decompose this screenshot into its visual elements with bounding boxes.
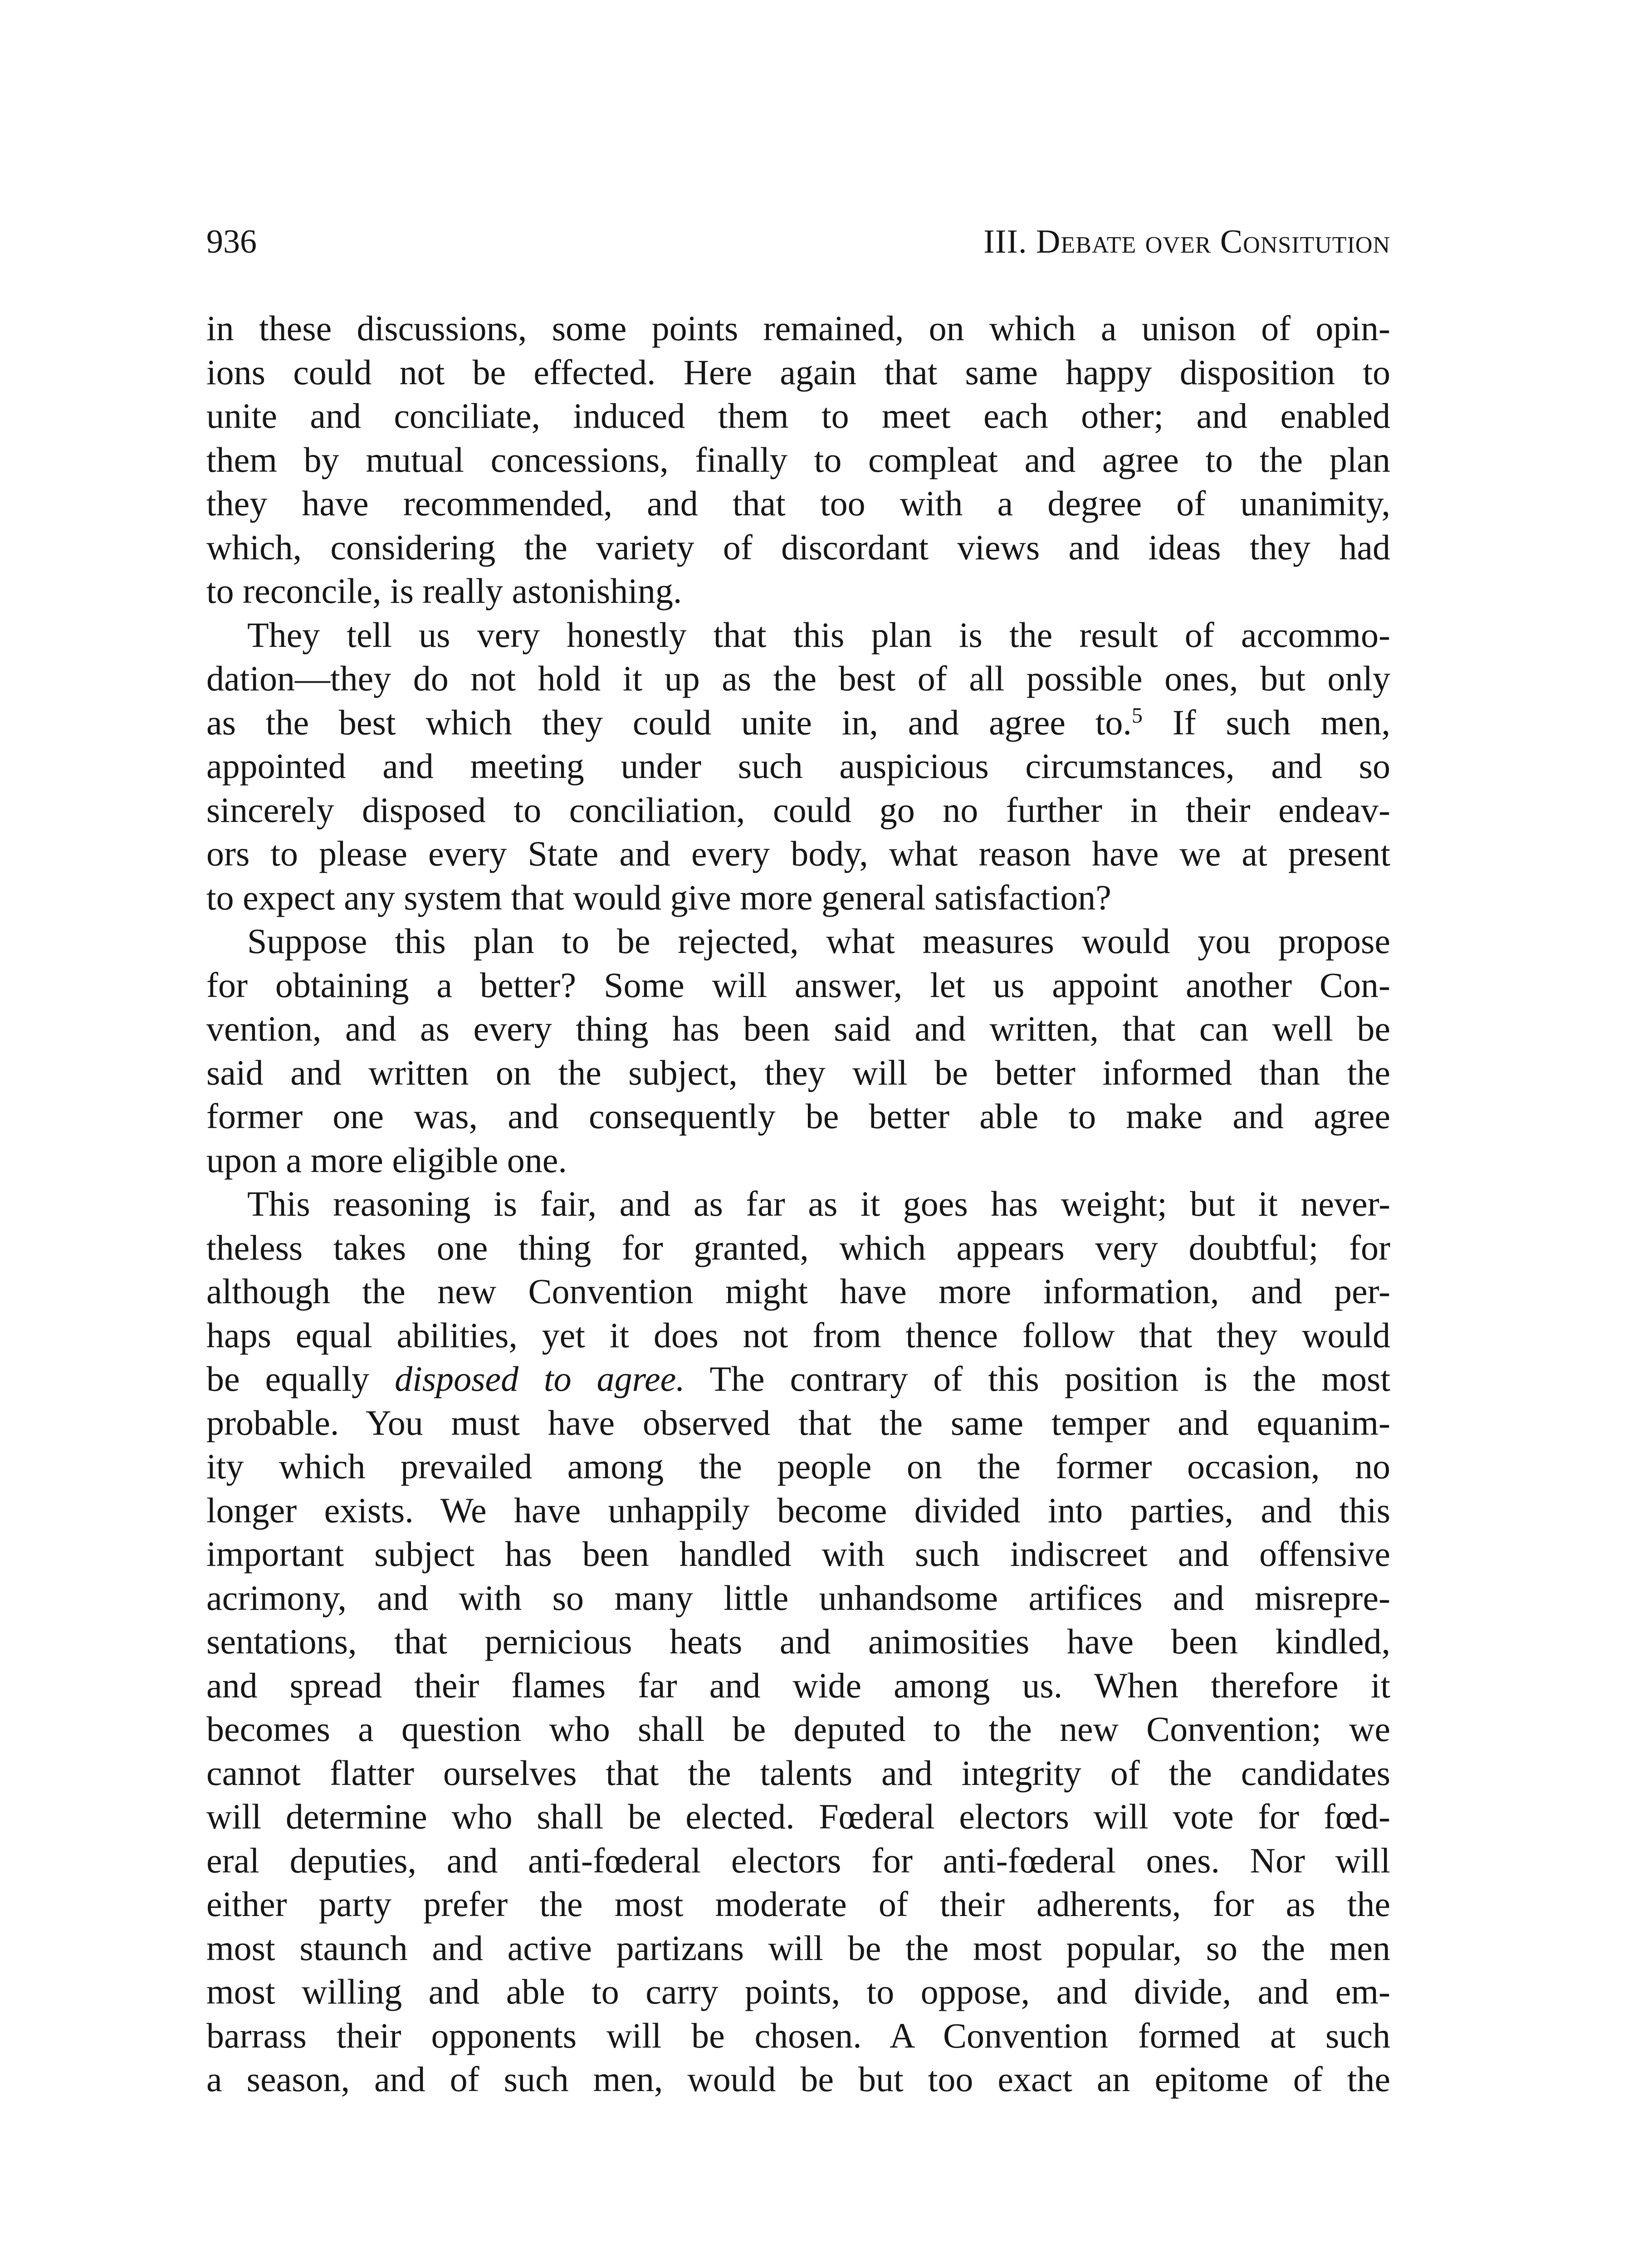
text-line: barrass their opponents will be chosen. A Convention formed at such	[206, 2015, 1390, 2055]
text-line: unite and conciliate, induced them to meet each other; and enabled	[206, 396, 1390, 435]
text-line: acrimony, and with so many little unhandsome artifices and misrepre-	[206, 1578, 1390, 1618]
text-line: appointed and meeting under such auspicious circumstances, and so	[206, 746, 1390, 786]
text-line: dation—they do not hold it up as the best of all possible ones, but only	[206, 659, 1390, 698]
text-line: most willing and able to carry points, to oppose, and divide, and em-	[206, 1972, 1390, 2011]
text-segment: be equally	[206, 1359, 395, 1398]
text-line: a season, and of such men, would be but too exact an epitome of the	[206, 2059, 1390, 2099]
text-line: and spread their flames far and wide among us. When therefore it	[206, 1665, 1390, 1705]
text-line: cannot flatter ourselves that the talents and integrity of the candidates	[206, 1753, 1390, 1793]
text-line: for obtaining a better? Some will answer, let us appoint another Con-	[206, 965, 1390, 1005]
body-text	[206, 307, 1390, 2102]
text-line: probable. You must have observed that the same temper and equanim-	[206, 1403, 1390, 1442]
text-line: former one was, and consequently be better able to make and agree	[206, 1096, 1390, 1136]
text-line: vention, and as every thing has been said and written, that can well be	[206, 1009, 1390, 1048]
text-line: haps equal abilities, yet it does not from thence follow that they would	[206, 1315, 1390, 1355]
text-line: in these discussions, some points remained, on which a unison of opin-	[206, 308, 1390, 348]
text-line: Suppose this plan to be rejected, what measures would you propose	[247, 921, 1390, 961]
text-line: them by mutual concessions, finally to compleat and agree to the plan	[206, 440, 1390, 479]
text-line: longer exists. We have unhappily become divided into parties, and this	[206, 1490, 1390, 1530]
text-line: sincerely disposed to conciliation, could go no further in their endeav-	[206, 790, 1390, 830]
text-line: said and written on the subject, they will be better informed than the	[206, 1052, 1390, 1092]
text-line	[206, 1357, 1390, 1401]
text-line: either party prefer the most moderate of their adherents, for as the	[206, 1884, 1390, 1924]
text-line: will determine who shall be elected. Fœderal electors will vote for fœd-	[206, 1797, 1390, 1836]
running-head-title: III. Debate over Consitution	[983, 223, 1390, 260]
text-line: they have recommended, and that too with a degree of unanimity,	[206, 484, 1390, 523]
text-line: which, considering the variety of discordant views and ideas they had	[206, 527, 1390, 567]
text-line: ions could not be effected. Here again that same happy disposition to	[206, 352, 1390, 392]
text-line: although the new Convention might have more information, and per-	[206, 1271, 1390, 1311]
text-segment: The contrary of this position is the most	[684, 1359, 1390, 1398]
text-line: upon a more eligible one.	[206, 1140, 567, 1180]
text-line: theless takes one thing for granted, which appears very doubtful; for	[206, 1227, 1390, 1267]
footnote-reference: 5	[1131, 703, 1143, 728]
text-line: ors to please every State and every body, what reason have we at present	[206, 834, 1390, 873]
text-line: ity which prevailed among the people on the former occasion, no	[206, 1447, 1390, 1486]
text-line	[206, 701, 1390, 745]
text-segment: as the best which they could unite in, and agree to.	[206, 702, 1132, 742]
text-segment: If such men,	[1142, 702, 1391, 742]
text-line: sentations, that pernicious heats and animosities have been kindled,	[206, 1622, 1390, 1661]
text-line: to expect any system that would give more general satisfaction?	[206, 877, 1111, 917]
text-line: eral deputies, and anti-fœderal electors for anti-fœderal ones. Nor will	[206, 1840, 1390, 1880]
text-line: to reconcile, is really astonishing.	[206, 571, 682, 611]
page-number: 936	[206, 223, 257, 260]
italic-phrase: disposed to agree.	[395, 1359, 685, 1398]
text-line: important subject has been handled with such indiscreet and offensive	[206, 1534, 1390, 1574]
text-line: They tell us very honestly that this plan is the result of accommo-	[247, 615, 1390, 655]
text-line: becomes a question who shall be deputed to the new Convention; we	[206, 1709, 1390, 1749]
running-head	[206, 217, 1390, 267]
text-line: This reasoning is fair, and as far as it goes has weight; but it never-	[247, 1184, 1390, 1223]
text-line: most staunch and active partizans will be the most popular, so the men	[206, 1928, 1390, 1968]
